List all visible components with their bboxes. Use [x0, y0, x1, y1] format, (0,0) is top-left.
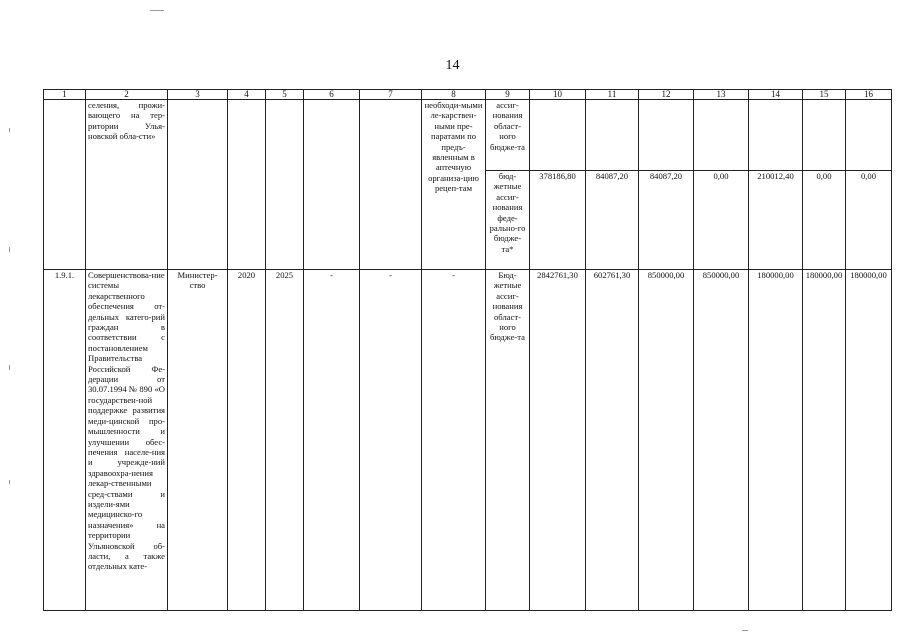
scan-speck	[9, 365, 10, 370]
measure-result: необходи-мыми ле-карствен-ными пре-паратами по предъ-явленным в аптечную организа-цию рецеп-там	[422, 100, 486, 270]
measure-description: селения, прожи-вающего на тер-ритории Улья-новской обла-сти»	[86, 100, 168, 270]
column-number: 10	[530, 90, 586, 100]
funding-source: ассиг-нования област-ного бюдже-та	[486, 100, 530, 171]
program-table	[43, 89, 892, 611]
table-row	[44, 270, 892, 611]
amount-cell: 378186,80	[530, 171, 586, 270]
amount-cell: 180000,00	[803, 270, 846, 611]
column-number-row	[44, 90, 892, 100]
funding-source: Бюд-жетные ассиг-нования област-ного бюдже-та	[486, 270, 530, 611]
amount-cell: 602761,30	[586, 270, 639, 611]
item-number: 1.9.1.	[44, 270, 86, 611]
column-number: 14	[749, 90, 803, 100]
amount-cell: 0,00	[846, 171, 892, 270]
amount-cell: 2842761,30	[530, 270, 586, 611]
table-row	[44, 100, 892, 171]
scan-speck	[9, 128, 10, 132]
amount-cell: 0,00	[694, 171, 749, 270]
column-number: 13	[694, 90, 749, 100]
responsible-executor: Министер-ство	[168, 270, 228, 611]
start-year: 2020	[228, 270, 266, 611]
column-number: 7	[360, 90, 422, 100]
dash-cell: -	[422, 270, 486, 611]
column-number: 3	[168, 90, 228, 100]
scan-speck	[742, 630, 748, 631]
column-number: 15	[803, 90, 846, 100]
funding-source: бюд-жетные ассиг-нования феде-рально-го бюдже-та*	[486, 171, 530, 270]
scan-speck	[150, 10, 164, 11]
column-number: 1	[44, 90, 86, 100]
amount-cell: 84087,20	[639, 171, 694, 270]
amount-cell: 210012,40	[749, 171, 803, 270]
amount-cell: 0,00	[803, 171, 846, 270]
end-year: 2025	[266, 270, 304, 611]
column-number: 8	[422, 90, 486, 100]
amount-cell: 84087,20	[586, 171, 639, 270]
dash-cell: -	[304, 270, 360, 611]
scan-speck	[9, 247, 10, 252]
dash-cell: -	[360, 270, 422, 611]
amount-cell: 850000,00	[639, 270, 694, 611]
measure-description: Совершенствова-ние системы лекарственного обеспечения от-дельных катего-рий граждан в соответствии с постановлением Правительства Российской Фе-дерации от 30.07.1994 № 890 «О государствен-ной поддержке развития меди-цинской про-мышленности и улучшении обес-печения населе-ния и учрежде-ний здравоохра-нения лекар-ственными сред-ствами и издели-ями медицинско-го назначения» на территории Ульяновской об-ласти, а также отдельных кате-	[86, 270, 168, 611]
column-number: 9	[486, 90, 530, 100]
column-number: 2	[86, 90, 168, 100]
column-number: 12	[639, 90, 694, 100]
page-number: 14	[445, 58, 460, 73]
column-number: 4	[228, 90, 266, 100]
amount-cell: 850000,00	[694, 270, 749, 611]
scan-speck	[9, 480, 10, 484]
amount-cell: 180000,00	[749, 270, 803, 611]
column-number: 6	[304, 90, 360, 100]
amount-cell: 180000,00	[846, 270, 892, 611]
column-number: 11	[586, 90, 639, 100]
column-number: 16	[846, 90, 892, 100]
column-number: 5	[266, 90, 304, 100]
